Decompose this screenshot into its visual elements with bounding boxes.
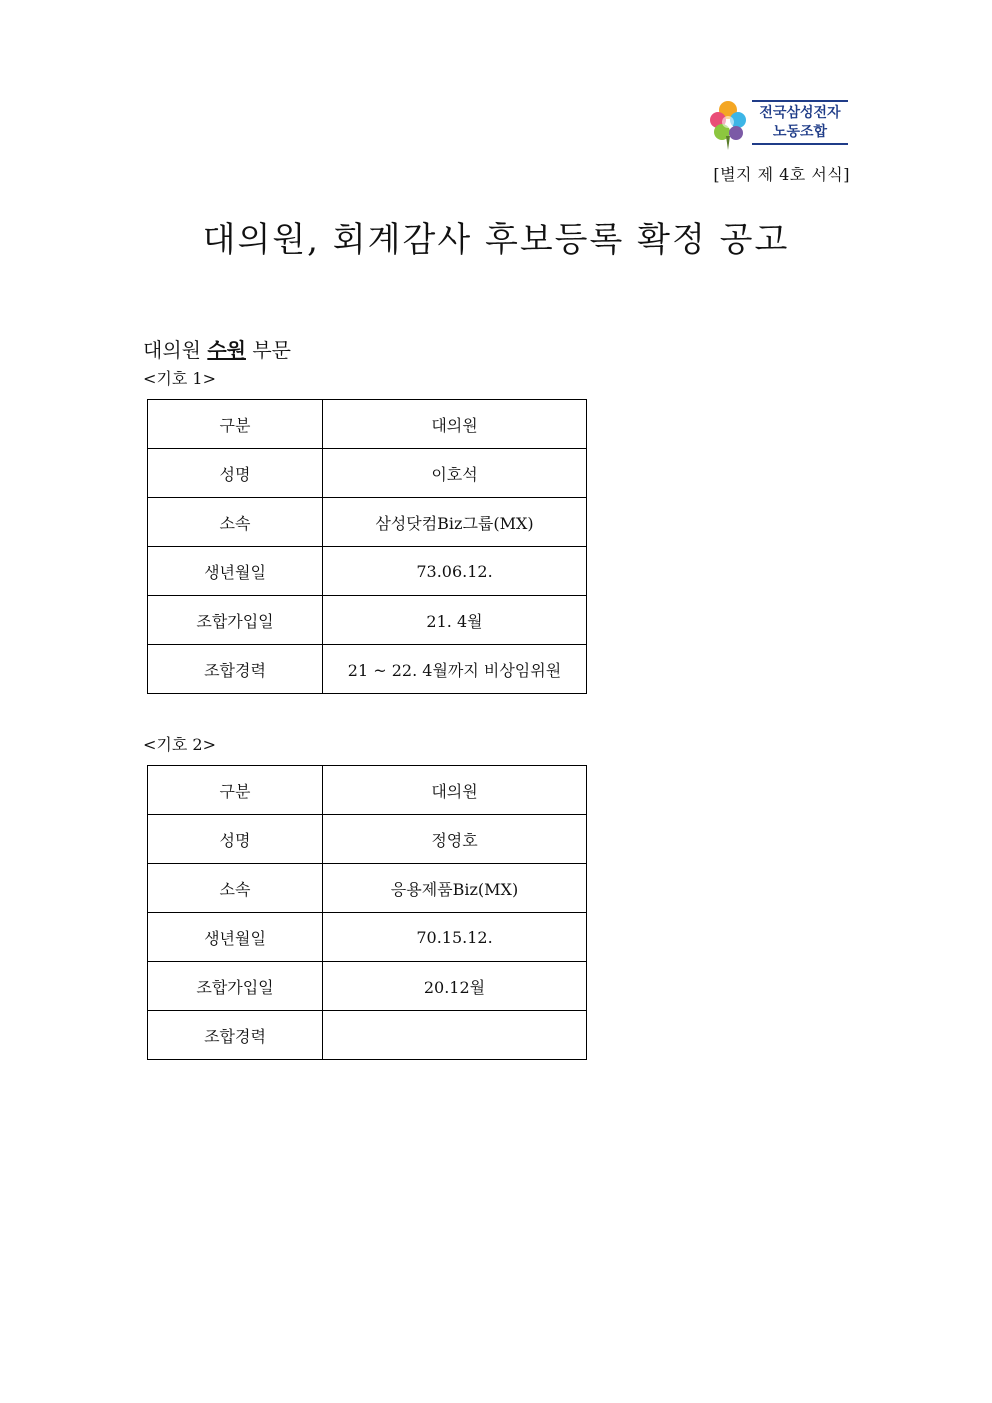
table-row: [148, 400, 587, 449]
table-row: [148, 596, 587, 645]
field-label: 구분: [148, 400, 323, 449]
table-row: [148, 645, 587, 694]
union-name-line2: 노동조합: [772, 124, 828, 140]
section-region: 수원: [207, 338, 246, 362]
table-row: [148, 864, 587, 913]
candidate-table-1: [147, 399, 587, 694]
field-value: 20.12월: [323, 962, 587, 1011]
field-value: 정영호: [323, 815, 587, 864]
field-label: 생년월일: [148, 913, 323, 962]
table-row: [148, 547, 587, 596]
form-number: [별지 제 4호 서식]: [713, 165, 850, 184]
table-row: [148, 498, 587, 547]
field-value: [323, 1011, 587, 1060]
table-row: [148, 1011, 587, 1060]
field-label: 성명: [148, 815, 323, 864]
field-label: 조합경력: [148, 1011, 323, 1060]
field-value: 21. 4월: [323, 596, 587, 645]
table-row: [148, 815, 587, 864]
field-value: 73.06.12.: [323, 547, 587, 596]
candidate-symbol-1: <기호 1>: [143, 369, 216, 388]
page-title: 대의원, 회계감사 후보등록 확정 공고: [202, 220, 790, 260]
section-heading: [143, 334, 291, 363]
table-row: [148, 962, 587, 1011]
union-emblem-icon: [706, 98, 750, 150]
field-label: 소속: [148, 864, 323, 913]
field-value: 이호석: [323, 449, 587, 498]
table-row: [148, 766, 587, 815]
union-name-line1: 전국삼성전자: [759, 105, 841, 121]
field-value: 응용제품Biz(MX): [323, 864, 587, 913]
field-label: 조합가입일: [148, 962, 323, 1011]
table-row: [148, 449, 587, 498]
table-row: [148, 913, 587, 962]
field-label: 조합가입일: [148, 596, 323, 645]
field-value: 대의원: [323, 400, 587, 449]
field-value: 삼성닷컴Biz그룹(MX): [323, 498, 587, 547]
candidate-table-2: [147, 765, 587, 1060]
field-value: 21 ~ 22. 4월까지 비상임위원: [323, 645, 587, 694]
field-value: 대의원: [323, 766, 587, 815]
field-label: 소속: [148, 498, 323, 547]
field-label: 조합경력: [148, 645, 323, 694]
union-logo: [706, 96, 852, 156]
field-label: 구분: [148, 766, 323, 815]
section-prefix: 대의원: [143, 338, 201, 362]
field-label: 성명: [148, 449, 323, 498]
section-suffix: 부문: [252, 338, 291, 362]
field-value: 70.15.12.: [323, 913, 587, 962]
union-name: [752, 100, 848, 145]
candidate-symbol-2: <기호 2>: [143, 735, 216, 754]
field-label: 생년월일: [148, 547, 323, 596]
